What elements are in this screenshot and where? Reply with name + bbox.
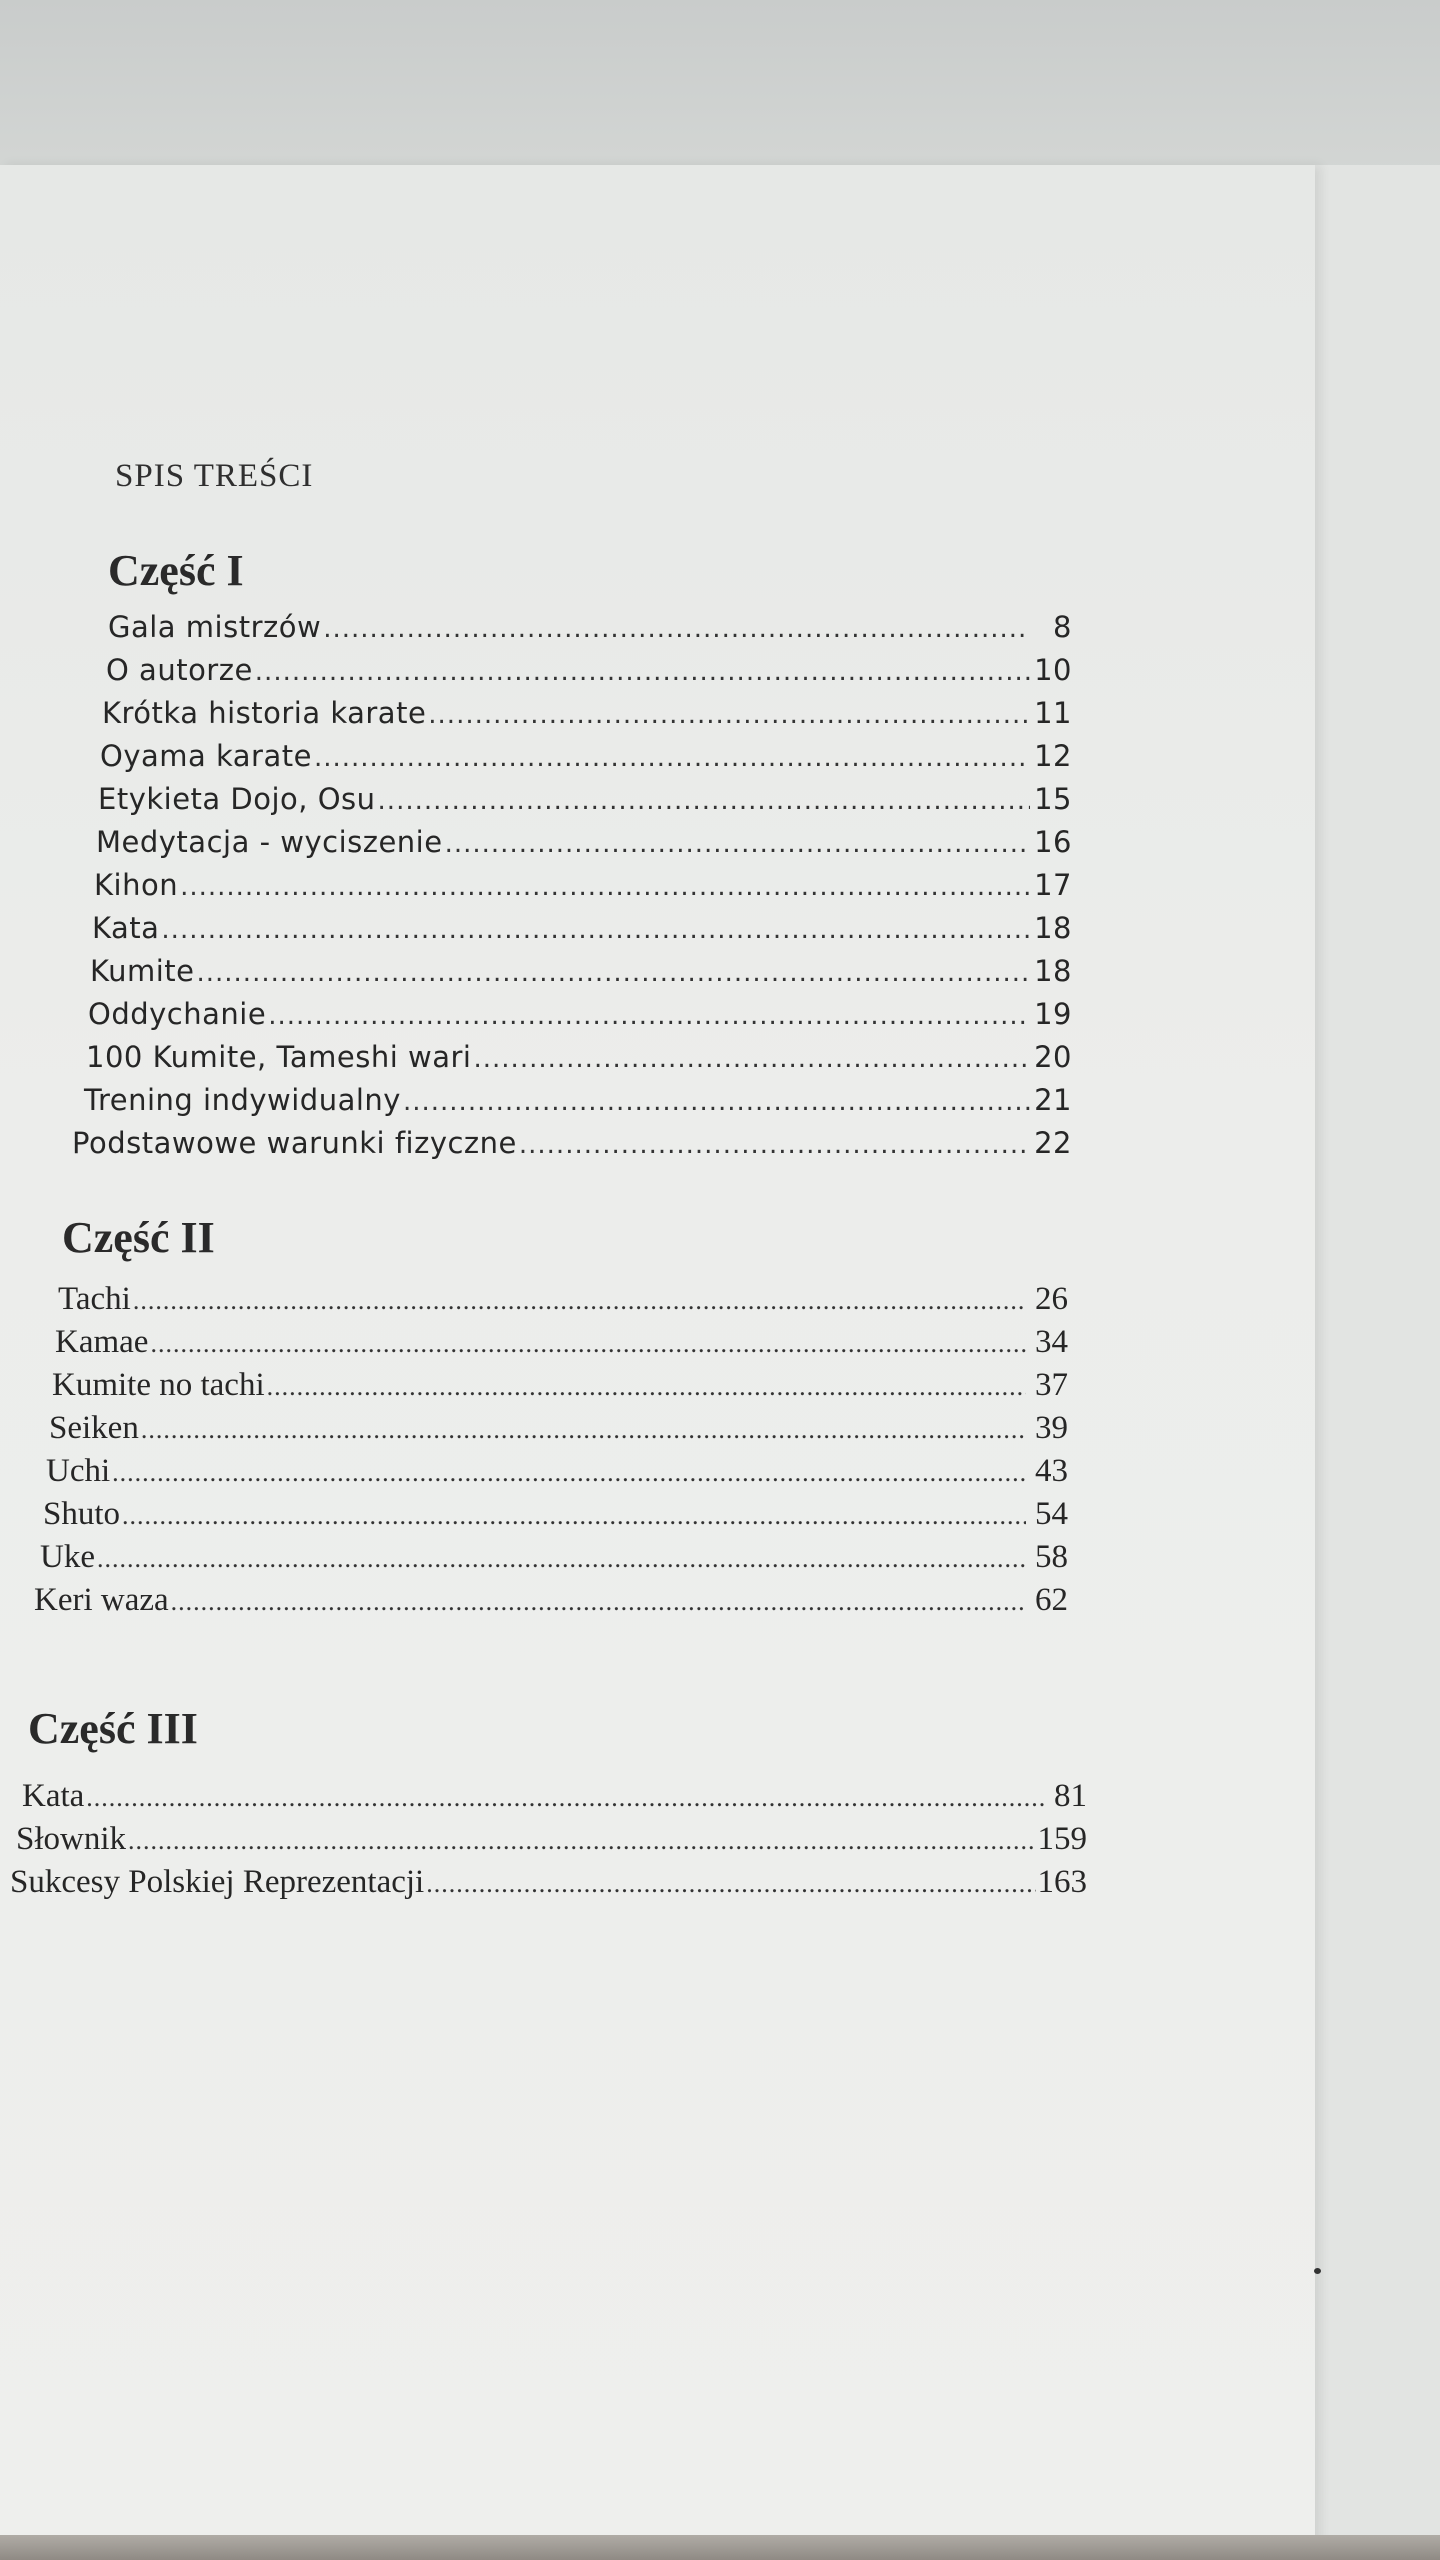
entry-title: Słownik [16,1821,127,1857]
entry-page: 18 [1034,954,1072,988]
entry-page: 8 [1053,610,1072,644]
entry-title: Kihon [94,868,179,902]
entry-page: 22 [1034,1126,1072,1160]
entry-title: Etykieta Dojo, Osu [98,782,376,816]
ink-speck [1314,2268,1321,2274]
toc-entry [58,1278,1068,1321]
dot-leader [323,608,1030,651]
entry-title: Uchi [46,1453,111,1489]
entry-title: Kata [92,911,160,945]
entry-page: 159 [1037,1821,1087,1857]
entry-page: 19 [1034,997,1072,1031]
toc-list-part-1 [72,606,1072,1165]
toc-entry [40,1536,1068,1579]
toc-entry [72,1122,1072,1165]
dot-leader [255,651,1030,694]
dot-leader [428,694,1030,737]
toc-entry [88,993,1072,1036]
entry-title: Krótka historia karate [102,696,427,730]
entry-page: 10 [1034,653,1072,687]
entry-page: 62 [1035,1582,1068,1618]
entry-title: Kumite no tachi [52,1367,265,1403]
entry-page: 11 [1034,696,1072,730]
toc-entry [84,1079,1072,1122]
entry-page: 15 [1034,782,1072,816]
entry-title: Sukcesy Polskiej Reprezentacji [10,1864,425,1900]
entry-page: 20 [1034,1040,1072,1074]
entry-page: 26 [1035,1281,1068,1317]
dot-leader [196,952,1030,995]
entry-title: O autorze [106,653,253,687]
entry-page: 21 [1034,1083,1072,1117]
dot-leader [122,1494,1026,1537]
entry-page: 16 [1034,825,1072,859]
page-right-strip [1315,165,1440,2560]
entry-title: Gala mistrzów [108,610,322,644]
entry-page: 12 [1034,739,1072,773]
entry-title: Seiken [49,1410,139,1446]
toc-entry [16,1818,1087,1861]
dot-leader [171,1580,1026,1623]
dot-leader [267,1365,1026,1408]
entry-title: 100 Kumite, Tameshi wari [86,1040,472,1074]
toc-entry [90,950,1072,993]
toc-entry [34,1579,1068,1622]
toc-list-part-2 [34,1278,1068,1622]
dot-leader [150,1322,1026,1365]
toc-entry [106,649,1072,692]
part-title: Część II [62,1213,215,1262]
dot-leader [128,1819,1035,1862]
toc-entry [100,735,1072,778]
dot-leader [519,1124,1030,1167]
entry-page: 81 [1054,1778,1087,1814]
toc-entry [46,1450,1068,1493]
dot-leader [445,823,1030,866]
toc-entry [55,1321,1068,1364]
dot-leader [161,909,1030,952]
toc-entry [92,907,1072,950]
dot-leader [314,737,1030,780]
dot-leader [180,866,1030,909]
toc-entry [86,1036,1072,1079]
entry-title: Kata [22,1778,85,1814]
entry-title: Shuto [43,1496,121,1532]
entry-title: Trening indywidualny [84,1083,401,1117]
toc-entry [94,864,1072,907]
dot-leader [141,1408,1026,1451]
dot-leader [378,780,1030,823]
entry-title: Kamae [55,1324,149,1360]
toc-header: SPIS TREŚCI [115,458,314,494]
background-top [0,0,1440,175]
dot-leader [133,1279,1026,1322]
toc-entry [10,1861,1087,1904]
entry-page: 163 [1037,1864,1087,1900]
entry-page: 17 [1034,868,1072,902]
entry-page: 43 [1035,1453,1068,1489]
entry-page: 18 [1034,911,1072,945]
entry-title: Podstawowe warunki fizyczne [72,1126,517,1160]
entry-page: 58 [1035,1539,1068,1575]
page-bottom-edge [0,2535,1440,2560]
dot-leader [426,1862,1035,1905]
entry-title: Medytacja - wyciszenie [96,825,443,859]
entry-title: Tachi [58,1281,131,1317]
toc-entry [49,1407,1068,1450]
entry-page: 54 [1035,1496,1068,1532]
dot-leader [86,1776,1045,1819]
toc-entry [108,606,1072,649]
toc-entry [102,692,1072,735]
toc-entry [22,1775,1087,1818]
entry-title: Keri waza [34,1582,169,1618]
part-title: Część III [28,1704,198,1753]
part-title: Część I [108,546,244,595]
dot-leader [97,1537,1026,1580]
entry-page: 39 [1035,1410,1068,1446]
entry-page: 34 [1035,1324,1068,1360]
entry-title: Oddychanie [88,997,267,1031]
toc-entry [43,1493,1068,1536]
dot-leader [268,995,1030,1038]
dot-leader [112,1451,1026,1494]
toc-list-part-3 [10,1775,1087,1904]
entry-page: 37 [1035,1367,1068,1403]
dot-leader [403,1081,1030,1124]
dot-leader [474,1038,1031,1081]
toc-entry [98,778,1072,821]
entry-title: Kumite [90,954,195,988]
toc-entry [96,821,1072,864]
entry-title: Uke [40,1539,95,1575]
toc-entry [52,1364,1068,1407]
entry-title: Oyama karate [100,739,312,773]
